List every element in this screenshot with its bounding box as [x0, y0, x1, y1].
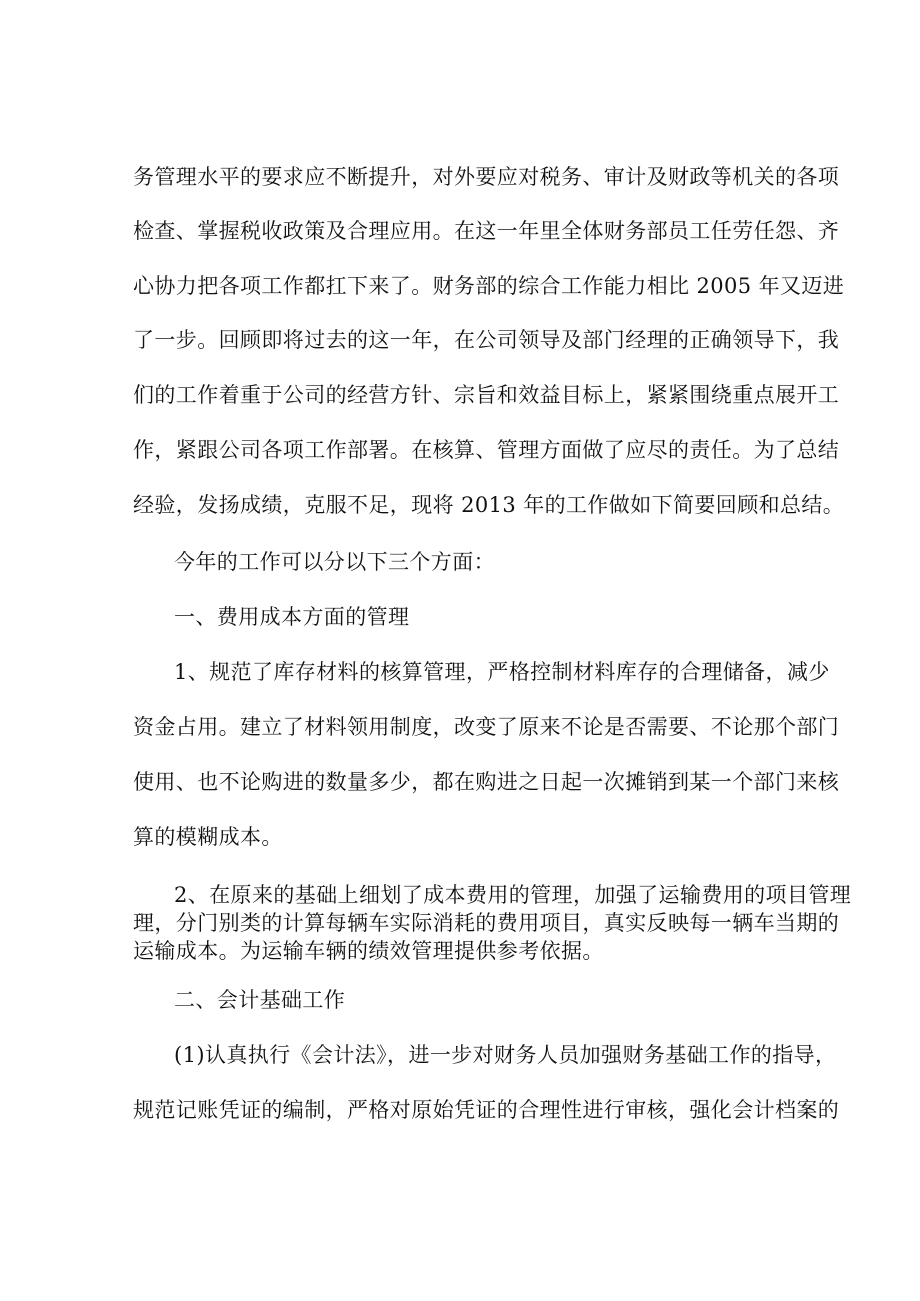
paragraph-line: 资金占用。建立了材料领用制度，改变了原来不论是否需要、不论那个部门 — [133, 715, 840, 739]
paragraph-line: 作，紧跟公司各项工作部署。在核算、管理方面做了应尽的责任。为了总结 — [133, 438, 840, 462]
paragraph-line: 心协力把各项工作都扛下来了。财务部的综合工作能力相比 2005 年又迈进 — [133, 274, 845, 298]
intro-text: 今年的工作可以分以下三个方面： — [174, 550, 495, 574]
paragraph-line: 理，分门别类的计算每辆车实际消耗的费用项目，真实反映每一辆车当期的 — [133, 911, 840, 935]
section-heading: 二、会计基础工作 — [174, 988, 346, 1012]
paragraph-line: (1)认真执行《会计法》，进一步对财务人员加强财务基础工作的指导， — [174, 1043, 837, 1067]
paragraph-line: 经验，发扬成绩，克服不足，现将 2013 年的工作做如下简要回顾和总结。 — [133, 493, 845, 517]
paragraph-line: 检查、掌握税收政策及合理应用。在这一年里全体财务部员工任劳任怨、齐 — [133, 219, 840, 243]
paragraph-line: 运输成本。为运输车辆的绩效管理提供参考依据。 — [133, 939, 604, 963]
paragraph-line: 规范记账凭证的编制，严格对原始凭证的合理性进行审核，强化会计档案的 — [133, 1098, 840, 1122]
paragraph-line: 了一步。回顾即将过去的这一年，在公司领导及部门经理的正确领导下，我 — [133, 328, 840, 352]
paragraph-line: 使用、也不论购进的数量多少，都在购进之日起一次摊销到某一个部门来核 — [133, 770, 840, 794]
paragraph-line: 务管理水平的要求应不断提升，对外要应对税务、审计及财政等机关的各项 — [133, 165, 840, 189]
paragraph-line: 们的工作着重于公司的经营方针、宗旨和效益目标上，紧紧围绕重点展开工 — [133, 383, 840, 407]
section-heading: 一、费用成本方面的管理 — [174, 605, 410, 629]
paragraph-line: 算的模糊成本。 — [133, 825, 283, 849]
paragraph-line: 2、在原来的基础上细划了成本费用的管理，加强了运输费用的项目管理 — [174, 883, 852, 907]
paragraph-line: 1、规范了库存材料的核算管理，严格控制材料库存的合理储备，减少 — [174, 660, 830, 684]
